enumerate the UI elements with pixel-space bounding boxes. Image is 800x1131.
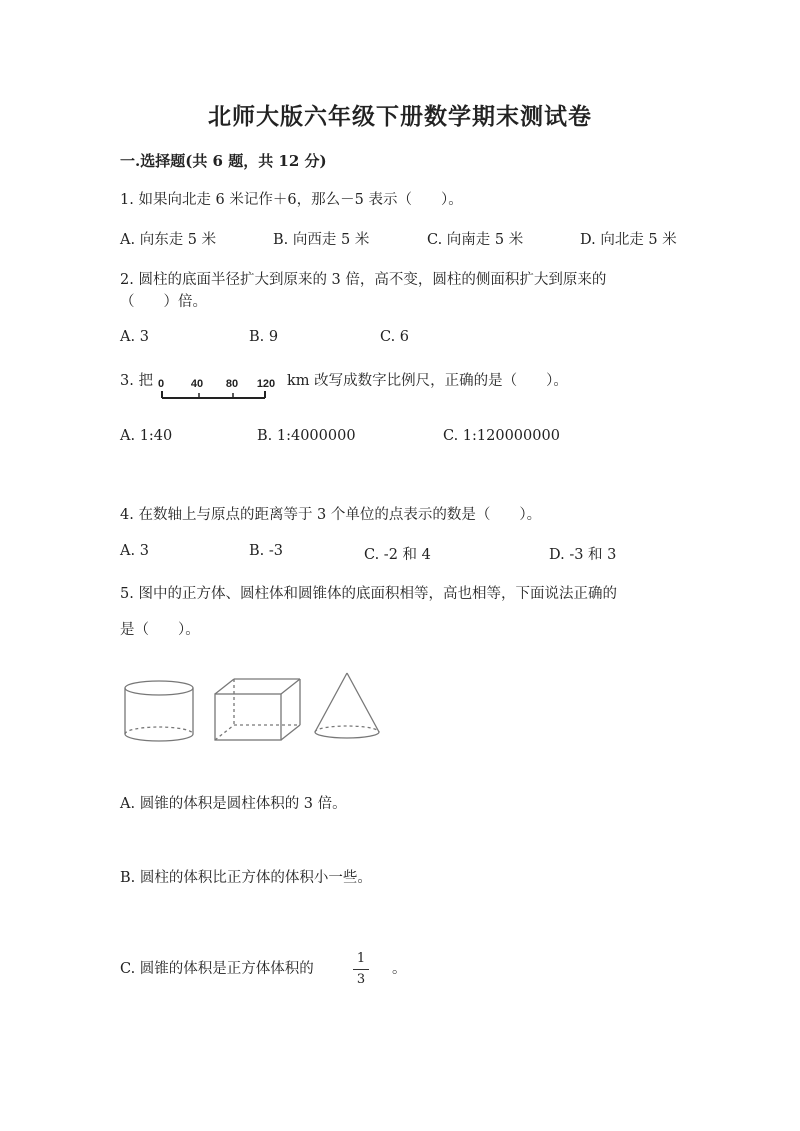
solids-figure — [118, 664, 388, 750]
q3-option-a: A. 1:40 — [120, 428, 173, 444]
question-3-prefix: 3. 把 — [120, 373, 153, 389]
q4-option-a: A. 3 — [120, 543, 149, 559]
line-scale-graphic — [155, 376, 280, 404]
question-2-line2: （ ）倍。 — [120, 294, 207, 310]
page-title: 北师大版六年级下册数学期末测试卷 — [208, 103, 592, 130]
q1-option-a: A. 向东走 5 米 — [120, 232, 217, 248]
q4-option-c: C. -2 和 4 — [364, 547, 431, 563]
question-3-suffix: km 改写成数字比例尺，正确的是（ ）。 — [287, 373, 568, 389]
cone-shape — [315, 673, 379, 738]
q1-option-b: B. 向西走 5 米 — [273, 232, 370, 248]
q2-option-a: A. 3 — [120, 329, 149, 345]
q3-option-b: B. 1:4000000 — [257, 428, 356, 444]
scale-label-0: 0 — [158, 378, 165, 390]
q2-option-b: B. 9 — [249, 329, 279, 345]
cube-shape — [215, 679, 300, 740]
q1-option-c: C. 向南走 5 米 — [427, 232, 524, 248]
section-heading: 一.选择题(共 6 题，共 12 分) — [120, 152, 327, 170]
question-1: 1. 如果向北走 6 米记作＋6，那么－5 表示（ ）。 — [120, 192, 463, 208]
q5-option-a: A. 圆锥的体积是圆柱体积的 3 倍。 — [120, 796, 347, 812]
scale-label-40: 40 — [190, 378, 204, 390]
q4-option-d: D. -3 和 3 — [549, 547, 617, 563]
q5-option-c: C. 圆锥的体积是正方体体积的 — [120, 961, 314, 977]
q5-option-b: B. 圆柱的体积比正方体的体积小一些。 — [120, 870, 372, 886]
question-4: 4. 在数轴上与原点的距离等于 3 个单位的点表示的数是（ ）。 — [120, 507, 542, 523]
scale-label-120: 120 — [256, 378, 276, 390]
question-5-line2: 是（ ）。 — [120, 622, 200, 638]
q5-option-c-suffix: 。 — [392, 961, 407, 977]
fraction-bar — [353, 969, 369, 970]
cylinder-shape — [125, 681, 193, 741]
q4-option-b: B. -3 — [249, 543, 283, 559]
scale-label-80: 80 — [225, 378, 239, 390]
fraction-denominator: 3 — [356, 972, 366, 987]
question-5-line1: 5. 图中的正方体、圆柱体和圆锥体的底面积相等，高也相等，下面说法正确的 — [120, 586, 617, 602]
q1-option-d: D. 向北走 5 米 — [580, 232, 677, 248]
q2-option-c: C. 6 — [380, 329, 410, 345]
fraction-one-third — [353, 951, 369, 988]
q3-option-c: C. 1:120000000 — [443, 428, 560, 444]
question-2-line1: 2. 圆柱的底面半径扩大到原来的 3 倍，高不变，圆柱的侧面积扩大到原来的 — [120, 272, 607, 288]
fraction-numerator: 1 — [356, 951, 366, 966]
